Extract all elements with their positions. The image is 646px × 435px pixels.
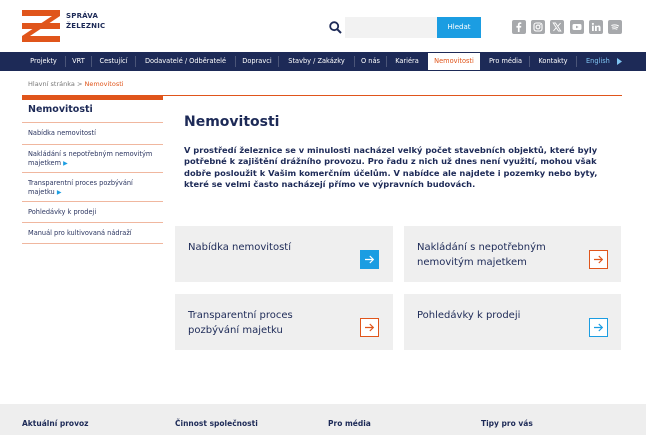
- logo-line2: ŽELEZNIC: [66, 22, 106, 30]
- sidebar-title[interactable]: Nemovitosti: [28, 104, 93, 115]
- sidebar-divider: [22, 222, 163, 223]
- language-switch[interactable]: English: [586, 57, 610, 65]
- sidebar-item-label: Nabídka nemovitostí: [28, 129, 96, 137]
- sidebar-item-nabidka[interactable]: [28, 129, 162, 138]
- sidebar-item-label: Manuál pro kultivovaná nádraží: [28, 229, 132, 237]
- caret-right-icon: ▶: [56, 189, 62, 196]
- sidebar-divider: [22, 243, 163, 244]
- sidebar-item-transparentni[interactable]: [28, 179, 143, 197]
- spotify-icon[interactable]: [608, 20, 622, 34]
- nav-item-kontakty[interactable]: Kontakty: [538, 57, 568, 65]
- card-label: Transparentní proces pozbývání majetku: [188, 310, 293, 336]
- youtube-icon[interactable]: [570, 20, 584, 34]
- nav-item-o-nas[interactable]: O nás: [361, 57, 380, 65]
- card-label: Nabídka nemovitostí: [188, 242, 291, 253]
- card-pohledavky-k-prodeji[interactable]: [404, 294, 621, 350]
- nav-divider: [576, 56, 577, 67]
- footer-heading-tipy-pro-vas[interactable]: Tipy pro vás: [481, 419, 533, 428]
- search-bar: [323, 17, 481, 38]
- sidebar-divider: [22, 144, 163, 145]
- sidebar-item-nakladani[interactable]: [28, 150, 160, 168]
- sidebar-item-manual[interactable]: [28, 229, 162, 238]
- card-nabidka-nemovitosti[interactable]: [175, 226, 393, 282]
- sidebar-accent-bar: [22, 96, 163, 100]
- nav-item-vrt[interactable]: VRT: [72, 57, 85, 65]
- linkedin-icon[interactable]: [589, 20, 603, 34]
- chevron-right-icon: [617, 58, 622, 65]
- nav-item-nemovitosti[interactable]: Nemovitosti: [428, 53, 480, 70]
- footer-heading-aktualni-provoz[interactable]: Aktuální provoz: [22, 419, 89, 428]
- arrow-right-icon: [589, 250, 608, 269]
- nav-item-cestujici[interactable]: Cestující: [99, 57, 128, 65]
- arrow-right-icon: [360, 318, 379, 337]
- card-label: Pohledávky k prodeji: [417, 310, 521, 321]
- nav-item-stavby[interactable]: Stavby / Zakázky: [288, 57, 345, 65]
- card-nakladani-s-majetkem[interactable]: [404, 226, 621, 282]
- instagram-icon[interactable]: [531, 20, 545, 34]
- card-transparentni-proces[interactable]: [175, 294, 393, 350]
- nav-item-dodavatele[interactable]: Dodavatelé / Odběratelé: [144, 57, 227, 65]
- site-header: [0, 0, 646, 52]
- breadcrumb-home[interactable]: Hlavní stránka: [28, 80, 75, 88]
- sidebar-item-label: Transparentní proces pozbývání majetku: [28, 179, 133, 196]
- main-navigation: [0, 52, 646, 71]
- logo-line1: SPRÁVA: [66, 12, 99, 20]
- sidebar-divider: [22, 172, 163, 173]
- intro-paragraph: V prostředí železnice se v minulosti nacházel velký počet stavebních objektů, které byly potřebné k zajištění drážního provozu. Pro řadu z nich už dnes není využití, mohou však dobře posloužit k Vašim komerčním účelům. V nabídce ale najdete i pozemky nebo byty, které se velmi často nacházejí přímo ve výpravních budovách.: [184, 145, 598, 190]
- nav-item-projekty[interactable]: Projekty: [30, 57, 57, 65]
- breadcrumb-separator: >: [76, 80, 83, 88]
- sidebar-divider: [22, 201, 163, 202]
- arrow-right-icon: [589, 318, 608, 337]
- card-label: Nakládání s nepotřebným nemovitým majetkem: [417, 242, 546, 268]
- search-icon: [329, 21, 342, 34]
- sidebar-item-pohledavky[interactable]: [28, 208, 162, 217]
- x-icon[interactable]: [550, 20, 564, 34]
- nav-item-pro-media[interactable]: Pro média: [488, 57, 523, 65]
- nav-item-kariera[interactable]: Kariéra: [395, 57, 419, 65]
- page-title: Nemovitosti: [184, 114, 280, 130]
- footer-heading-cinnost-spolecnosti[interactable]: Činnost společnosti: [175, 419, 258, 428]
- breadcrumb: [28, 80, 124, 88]
- caret-right-icon: ▶: [63, 160, 68, 167]
- footer-heading-pro-media[interactable]: Pro média: [328, 419, 371, 428]
- logo-wordmark: [66, 11, 105, 31]
- sidebar-item-label: Pohledávky k prodeji: [28, 208, 97, 216]
- arrow-right-icon: [360, 250, 379, 269]
- search-button[interactable]: Hledat: [437, 17, 481, 38]
- site-footer: [0, 404, 646, 435]
- sidebar-divider: [22, 122, 163, 123]
- facebook-icon[interactable]: [512, 20, 526, 34]
- search-input[interactable]: [345, 17, 437, 38]
- nav-item-dopravci[interactable]: Dopravci: [242, 57, 272, 65]
- logo-icon[interactable]: [22, 10, 60, 42]
- breadcrumb-current: Nemovitosti: [84, 80, 124, 88]
- sidebar-item-label: Nakládání s nepotřebným nemovitým majetkem: [28, 150, 153, 167]
